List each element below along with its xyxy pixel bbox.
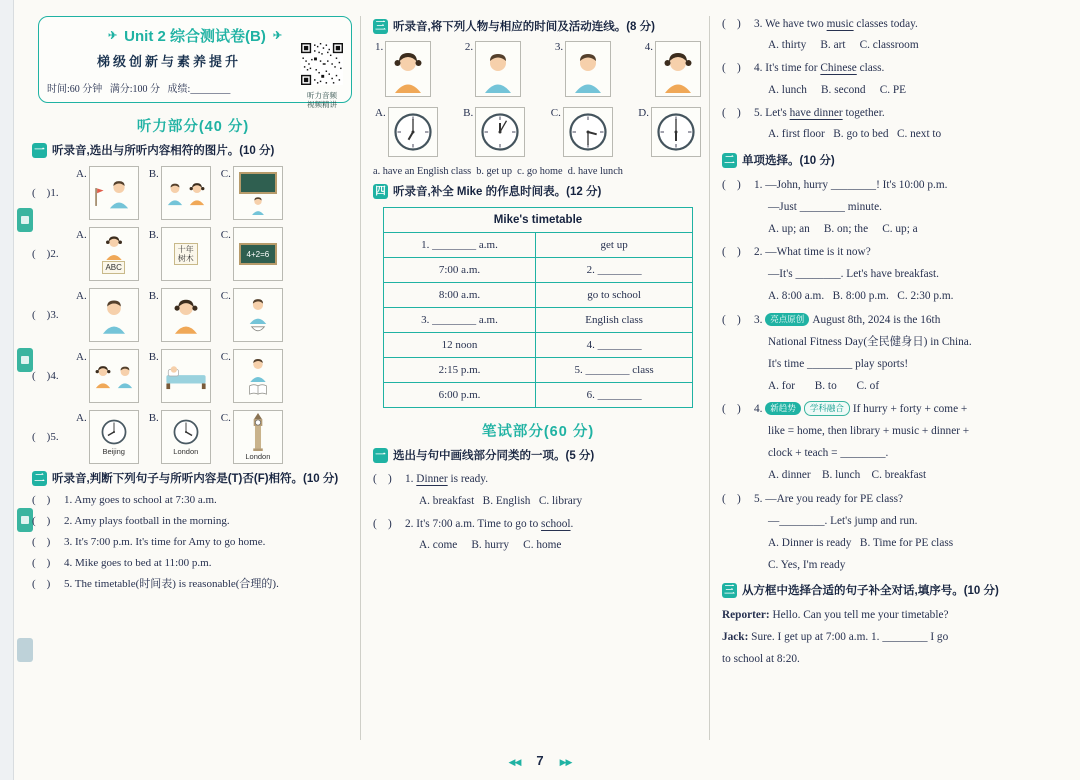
letters-caption: ABC (102, 261, 124, 274)
options-line: A. 8:00 a.m. B. 8:00 p.m. C. 2:30 p.m. (768, 290, 954, 302)
person-icon (164, 180, 186, 206)
question-text: class. (856, 62, 885, 74)
options-line: A. for B. to C. of (768, 379, 880, 392)
clock-icon (100, 418, 128, 446)
flag-icon (94, 185, 105, 209)
options-line: A. up; an B. on; the C. up; a (768, 222, 918, 235)
underlined-word: music (826, 17, 854, 30)
picture-option-c (221, 166, 283, 220)
section-number-badge: 一 (373, 448, 388, 463)
dialog-text: Sure. I get up at 7:00 a.m. 1. ________ I go (748, 630, 949, 643)
plane-icon-right: ✈ (272, 30, 283, 42)
true-false-item (32, 555, 354, 573)
timetable-row (383, 358, 692, 383)
underlined-word: school (541, 517, 571, 530)
options-line: A. dinner B. lunch C. breakfast (768, 469, 927, 481)
option-letter: C. (220, 168, 231, 180)
true-false-item (32, 576, 354, 594)
underline-question (722, 58, 1066, 101)
written-section-1-heading (373, 448, 703, 464)
question-text: 1. (405, 473, 417, 485)
answer-blank-label: ( ) (722, 106, 741, 119)
question-line: 2. —What time is it now? (754, 246, 871, 258)
written-section-3-heading (722, 583, 1066, 599)
timetable-row (383, 383, 692, 408)
middle-column (361, 10, 709, 746)
city-caption: London (173, 447, 199, 456)
answer-blank-label: ( ) (722, 403, 741, 415)
answer-blank-label: ( ) (32, 494, 51, 506)
written-section-2-heading (722, 153, 1066, 169)
section-title: 选出与句中画线部分同类的一项。(5 分) (393, 450, 595, 462)
speaker-name: Jack: (722, 630, 749, 643)
underline-question (722, 103, 1066, 146)
activity-cell: 5. ________ class (536, 358, 693, 383)
activity-cell: get up (536, 233, 693, 258)
listening-section-3-heading (373, 19, 703, 35)
clock-icon (568, 112, 608, 152)
blackboard-icon (239, 243, 277, 265)
options-line: A. first floor B. go to bed C. next to (768, 128, 942, 140)
dialog-text: to school at 8:20. (722, 652, 800, 665)
time-cell: 6:00 p.m. (383, 383, 535, 408)
person-icon (245, 296, 271, 324)
matching-people-row (375, 41, 701, 97)
answer-blank-label: ( ) (32, 557, 51, 569)
option-letter: C. (220, 229, 231, 241)
person-icon (114, 363, 136, 389)
picture-box (233, 349, 283, 403)
picture-option-a (76, 349, 139, 403)
qr-caption-line-2: 视频精讲 (307, 100, 337, 109)
underlined-word: Chinese (820, 62, 857, 74)
picture-option-b (149, 288, 211, 342)
right-column (710, 10, 1072, 746)
option-letter: A. (76, 351, 87, 363)
options-line: A. come B. hurry C. home (419, 539, 562, 551)
answer-blank-label: ( ) (722, 492, 741, 505)
multiple-choice-question (722, 174, 1066, 240)
clock-box (563, 107, 613, 157)
person-icon (388, 46, 428, 96)
city-caption: Beijing (102, 447, 125, 456)
big-ben-icon (249, 413, 267, 451)
options-line: A. lunch B. second C. PE (768, 83, 907, 96)
section-number-badge: 二 (722, 153, 737, 168)
option-letter: B. (148, 351, 159, 363)
portrait-box (475, 41, 521, 97)
person-icon (92, 363, 114, 389)
person-icon (248, 195, 268, 215)
person-number: 2. (464, 41, 474, 53)
section-title: 单项选择。(10 分) (742, 154, 835, 167)
person-icon (169, 296, 203, 334)
multiple-choice-question (722, 488, 1066, 576)
picture-question-row (32, 227, 354, 281)
picture-option-a (76, 410, 139, 464)
picture-option-a (76, 288, 139, 342)
option-letter: A. (76, 168, 87, 180)
clock-box (388, 107, 438, 157)
book-icon (247, 383, 269, 397)
activities-list: a. have an English class b. get up c. go home d. have lunch (373, 166, 623, 177)
answer-blank-label: ( )2. (32, 248, 59, 260)
answer-blank-label: ( ) (722, 246, 741, 258)
option-letter: C. (220, 351, 231, 363)
matching-clocks-row (375, 107, 701, 157)
person-item (465, 41, 521, 97)
underline-question (722, 14, 1066, 57)
clock-item (551, 107, 613, 157)
timetable-row (383, 308, 692, 333)
clock-letter: B. (463, 107, 474, 119)
page-navigation (0, 752, 1080, 770)
section-title: 听录音,判断下列句子与所听内容是(T)否(F)相符。(10 分) (52, 473, 339, 485)
clock-item (463, 107, 525, 157)
clock-item (638, 107, 701, 157)
question-line: like = home, then library + music + dinner + (768, 425, 970, 437)
underline-question (373, 514, 703, 557)
paper-title: Unit 2 综合测试卷(B) (124, 28, 266, 45)
person-number: 1. (375, 41, 384, 53)
timetable-row (383, 258, 692, 283)
picture-option-c (221, 349, 283, 403)
picture-box (89, 166, 139, 220)
picture-box (161, 288, 211, 342)
original-question-badge: 亮点原创 (765, 313, 809, 326)
listening-section-1-heading (32, 143, 354, 159)
picture-box (233, 166, 283, 220)
math-caption: 4+2=6 (246, 249, 270, 259)
option-letter: B. (148, 229, 159, 241)
dialog-line (722, 648, 1066, 670)
person-item (645, 41, 701, 97)
picture-question-row (32, 410, 354, 464)
options-line: A. breakfast B. English C. library (419, 494, 583, 507)
qr-block (301, 43, 343, 109)
mike-timetable (383, 207, 693, 408)
clock-box (475, 107, 525, 157)
section-number-badge: 四 (373, 184, 388, 199)
bed-icon (165, 362, 207, 390)
time-cell: 12 noon (383, 333, 535, 358)
question-line: —It's ________. Let's have breakfast. (768, 268, 939, 280)
time-cell: 1. ________ a.m. (383, 233, 535, 258)
statement-text: 1. Amy goes to school at 7:30 a.m. (64, 494, 217, 506)
section-title: 听录音,补全 Mike 的作息时间表。(12 分) (393, 186, 602, 198)
person-icon (105, 177, 133, 209)
activity-cell: go to school (536, 283, 693, 308)
portrait-box (565, 41, 611, 97)
picture-option-a (76, 166, 139, 220)
time-cell: 2:15 p.m. (383, 358, 535, 383)
city-caption: London (245, 452, 271, 461)
picture-box (161, 166, 211, 220)
picture-option-c (221, 410, 283, 464)
question-text: 2. It's 7:00 a.m. Time to go to (405, 517, 542, 530)
person-icon (568, 46, 608, 96)
time-cell: 8:00 a.m. (383, 283, 535, 308)
picture-option-b (149, 166, 211, 220)
clock-icon (172, 418, 200, 446)
section-title: 听录音,选出与所听内容相符的图片。(10 分) (52, 145, 275, 157)
person-icon (186, 180, 208, 206)
option-letter: A. (76, 290, 87, 302)
true-false-item (32, 513, 354, 531)
dialog-text: Hello. Can you tell me your timetable? (769, 608, 949, 621)
picture-box (233, 227, 283, 281)
multiple-choice-question (722, 241, 1066, 307)
picture-option-c (221, 227, 283, 281)
activity-cell: 4. ________ (536, 333, 693, 358)
person-icon (102, 234, 126, 260)
speaker-name: Reporter: (722, 608, 770, 621)
blackboard-icon (239, 172, 277, 194)
option-letter: C. (220, 290, 231, 302)
section-number-badge: 二 (32, 471, 47, 486)
option-letter: B. (148, 412, 159, 424)
question-text: classes today. (853, 17, 918, 30)
question-line: National Fitness Day(全民健身日) in China. (768, 335, 972, 348)
person-number: 4. (644, 41, 653, 53)
clock-letter: A. (375, 107, 386, 119)
statement-text: 5. The timetable(时间表) is reasonable(合理的). (64, 578, 279, 590)
picture-option-b (149, 410, 211, 464)
options-line: A. Dinner is ready B. Time for PE class (768, 536, 954, 549)
picture-box (89, 349, 139, 403)
question-line: —Just ________ minute. (768, 200, 882, 213)
section-title: 从方框中选择合适的句子补全对话,填序号。(10 分) (742, 584, 999, 597)
underlined-word: Dinner (416, 473, 448, 485)
clock-letter: C. (550, 107, 561, 119)
portrait-box (385, 41, 431, 97)
statement-text: 2. Amy plays football in the morning. (64, 515, 230, 527)
activity-cell: English class (536, 308, 693, 333)
listening-section-2-heading (32, 471, 354, 487)
question-number: 3. (754, 313, 766, 326)
clock-letter: D. (638, 107, 649, 119)
question-text: 5. Let's (754, 106, 790, 119)
person-icon (658, 46, 698, 96)
underlined-word: have dinner (789, 106, 843, 119)
timetable-row (383, 333, 692, 358)
new-trend-badge: 新趋势 (765, 402, 801, 415)
written-part-header: 笔试部分(60 分) (481, 424, 595, 440)
underline-question (373, 469, 703, 512)
answer-blank-label: ( )1. (32, 187, 59, 199)
section-number-badge: 三 (722, 583, 737, 598)
true-false-item (32, 492, 354, 510)
page-gutter-strip (0, 0, 14, 780)
timetable-title: Mike's timetable (383, 208, 692, 233)
statement-text: 3. It's 7:00 p.m. It's time for Amy to go home. (64, 536, 266, 548)
picture-box (233, 410, 283, 464)
answer-blank-label: ( )5. (32, 431, 59, 443)
answer-blank-label: ( ) (722, 313, 741, 326)
picture-box (89, 288, 139, 342)
picture-question-row (32, 166, 354, 220)
person-number: 3. (554, 41, 564, 53)
clock-icon (393, 112, 433, 152)
picture-box (89, 227, 139, 281)
picture-box (161, 227, 211, 281)
question-text: 3. We have two (754, 17, 827, 30)
clock-item (375, 107, 438, 157)
question-line: 1. —John, hurry ________! It's 10:00 p.m. (754, 178, 948, 191)
question-number: 4. (754, 403, 766, 415)
picture-option-b (149, 227, 211, 281)
statement-text: 4. Mike goes to bed at 11:00 p.m. (64, 557, 212, 569)
section-number-badge: 一 (32, 143, 47, 158)
person-icon (97, 296, 131, 334)
picture-box (89, 410, 139, 464)
question-line: 5. —Are you ready for PE class? (754, 492, 904, 505)
multiple-choice-question (722, 398, 1066, 486)
next-page-icon: ▶▶ (559, 757, 572, 767)
option-letter: B. (148, 290, 159, 302)
paper-title-row (47, 25, 343, 46)
cross-subject-badge: 学科融合 (804, 401, 850, 416)
activity-cell: 2. ________ (536, 258, 693, 283)
listening-part-header: 听力部分(40 分) (136, 119, 250, 135)
left-column (28, 10, 360, 746)
answer-blank-label: ( ) (32, 515, 51, 527)
question-text: 4. It's time for (754, 62, 821, 74)
person-icon (478, 46, 518, 96)
question-text: . (570, 517, 574, 530)
answer-blank-label: ( ) (373, 517, 392, 530)
answer-blank-label: ( ) (722, 178, 741, 191)
options-line: C. Yes, I'm ready (768, 558, 846, 571)
clock-box (651, 107, 701, 157)
clock-icon (480, 112, 520, 152)
paper-subtitle: 梯级创新与素养提升 (96, 54, 241, 69)
picture-option-b (149, 349, 211, 403)
picture-question-row (32, 349, 354, 403)
dialog-line (722, 626, 1066, 648)
timetable-row (383, 283, 692, 308)
multiple-choice-question (722, 309, 1066, 397)
answer-blank-label: ( ) (373, 473, 392, 485)
person-icon (246, 356, 270, 382)
qr-caption-line-1: 听力音频 (307, 91, 337, 100)
question-line: It's time ________ play sports! (768, 357, 909, 370)
answer-blank-label: ( ) (722, 17, 741, 30)
option-letter: B. (148, 168, 159, 180)
person-item (375, 41, 431, 97)
page-columns (28, 10, 1072, 746)
activity-cell: 6. ________ (536, 383, 693, 408)
question-text: is ready. (447, 473, 489, 485)
paper-meta: 时间:60 分钟 满分:100 分 成绩:________ (47, 84, 231, 95)
option-letter: C. (220, 412, 231, 424)
timetable-row (383, 233, 692, 258)
answer-blank-label: ( )3. (32, 309, 59, 321)
answer-blank-label: ( )4. (32, 370, 59, 382)
picture-box (233, 288, 283, 342)
person-item (555, 41, 611, 97)
question-text: together. (842, 106, 885, 119)
picture-option-c (221, 288, 283, 342)
sign-caption: 十年树木 (174, 243, 198, 265)
prev-page-icon: ◀◀ (508, 757, 521, 767)
picture-box (161, 410, 211, 464)
portrait-box (655, 41, 701, 97)
dialog-line (722, 604, 1066, 626)
answer-blank-label: ( ) (32, 578, 51, 590)
question-line: August 8th, 2024 is the 16th (812, 313, 941, 326)
section-number-badge: 三 (373, 19, 388, 34)
picture-box (161, 349, 211, 403)
answer-blank-label: ( ) (32, 536, 51, 548)
page-number: 7 (536, 753, 544, 768)
paper-title-box (38, 16, 352, 109)
options-line: A. thirty B. art C. classroom (768, 39, 919, 51)
plane-icon-left: ✈ (107, 30, 118, 42)
qr-code (301, 43, 343, 85)
clock-icon (656, 112, 696, 152)
bowl-icon (250, 325, 266, 335)
listening-section-4-heading (373, 184, 703, 200)
true-false-item (32, 534, 354, 552)
answer-blank-label: ( ) (722, 62, 741, 74)
section-title: 听录音,将下列人物与相应的时间及活动连线。(8 分) (393, 21, 655, 33)
time-cell: 3. ________ a.m. (383, 308, 535, 333)
option-letter: A. (76, 412, 87, 424)
question-line: If hurry + forty + come + (852, 403, 968, 415)
question-line: clock + teach = ________. (768, 447, 889, 459)
question-line: —________. Let's jump and run. (768, 514, 918, 527)
option-letter: A. (76, 229, 87, 241)
picture-question-row (32, 288, 354, 342)
time-cell: 7:00 a.m. (383, 258, 535, 283)
picture-option-a (76, 227, 139, 281)
